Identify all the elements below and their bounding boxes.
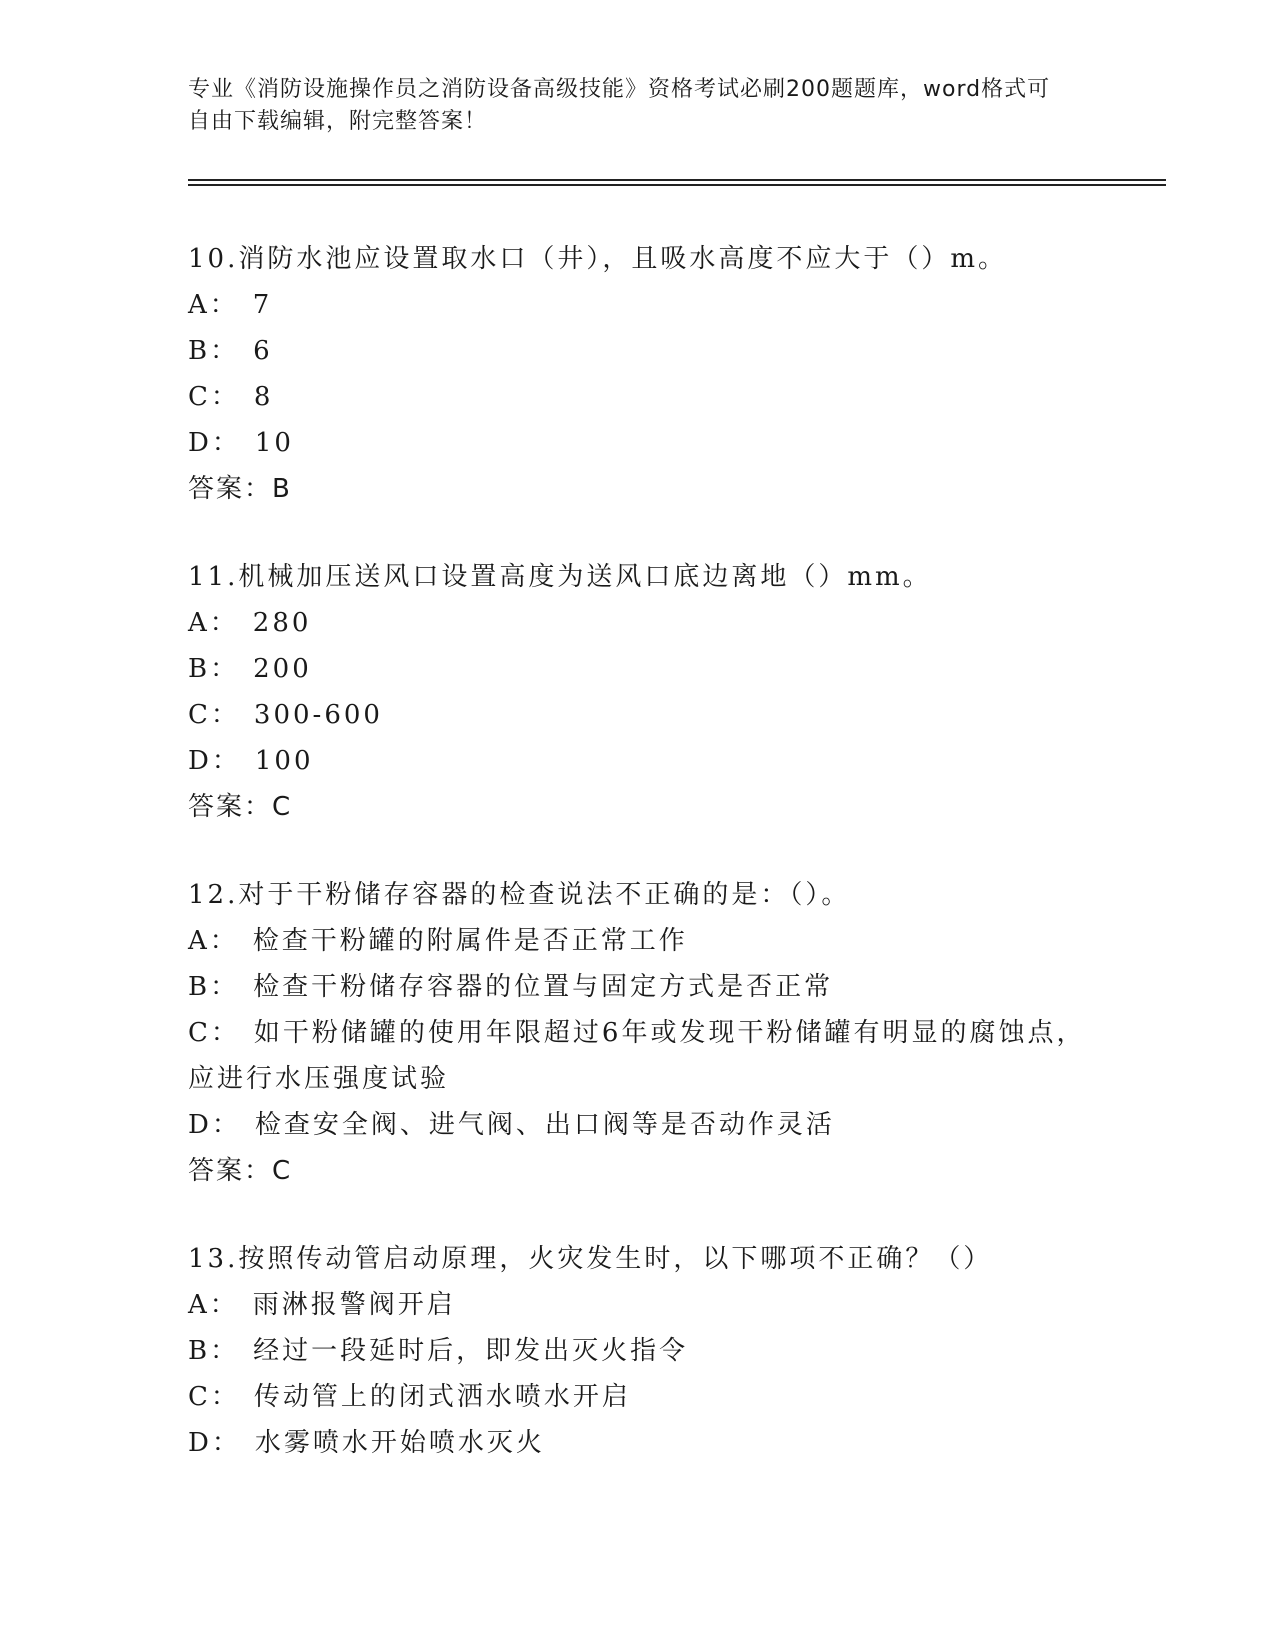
option-text: 检查安全阀、进气阀、出口阀等是否动作灵活 <box>254 1110 835 1140</box>
header-divider-top <box>188 179 1166 181</box>
option-text: 传动管上的闭式洒水喷水开启 <box>253 1382 631 1412</box>
question-stem: 12.对于干粉储存容器的检查说法不正确的是：（）。 <box>188 880 851 910</box>
option-label: A： <box>188 290 239 320</box>
option-label: B： <box>188 654 240 684</box>
option-label: C： <box>188 700 240 730</box>
option-text: 200 <box>253 654 312 684</box>
option-a <box>188 918 1088 964</box>
option-b <box>188 646 1088 692</box>
option-text: 10 <box>254 428 294 458</box>
option-text: 280 <box>252 608 312 638</box>
option-label: D： <box>188 1428 241 1458</box>
option-label: D： <box>188 746 241 776</box>
answer: 答案：C <box>188 1156 293 1186</box>
option-text: 100 <box>254 746 314 776</box>
option-d <box>188 1420 1088 1466</box>
option-a <box>188 1282 1088 1328</box>
option-label: D： <box>188 1110 241 1140</box>
option-text: 8 <box>253 382 274 412</box>
question-stem: 13.按照传动管启动原理，火灾发生时，以下哪项不正确？（） <box>188 1244 993 1274</box>
document-header: 专业《消防设施操作员之消防设备高级技能》资格考试必刷200题题库，word格式可自由下载编辑，附完整答案！ <box>188 77 1051 134</box>
option-b <box>188 1328 1088 1374</box>
answer: 答案：C <box>188 792 293 822</box>
question-11 <box>188 554 1088 830</box>
question-stem: 11.机械加压送风口设置高度为送风口底边离地（）mm。 <box>188 562 932 592</box>
answer: 答案：B <box>188 474 292 504</box>
option-text: 7 <box>252 290 273 320</box>
option-d <box>188 738 1088 784</box>
option-text: 水雾喷水开始喷水灭火 <box>254 1428 545 1458</box>
option-text: 6 <box>253 336 273 366</box>
header-divider-bottom <box>188 184 1166 186</box>
option-label: A： <box>188 608 239 638</box>
question-list <box>188 236 1088 1508</box>
question-12 <box>188 872 1088 1194</box>
option-text: 检查干粉罐的附属件是否正常工作 <box>252 926 688 956</box>
option-label: C： <box>188 382 240 412</box>
question-stem: 10.消防水池应设置取水口（井），且吸水高度不应大于（）m。 <box>188 244 1008 274</box>
option-text: 检查干粉储存容器的位置与固定方式是否正常 <box>253 972 834 1002</box>
option-c <box>188 374 1088 420</box>
option-a <box>188 282 1088 328</box>
option-d <box>188 1102 1088 1148</box>
option-label: A： <box>188 926 239 956</box>
option-text: 经过一段延时后，即发出灭火指令 <box>253 1336 689 1366</box>
option-label: A： <box>188 1290 239 1320</box>
option-b <box>188 328 1088 374</box>
option-label: D： <box>188 428 241 458</box>
option-c <box>188 1010 1088 1102</box>
option-label: B： <box>188 1336 240 1366</box>
option-label: B： <box>188 972 240 1002</box>
option-text: 300-600 <box>253 700 383 730</box>
option-label: B： <box>188 336 240 366</box>
option-text: 如干粉储罐的使用年限超过6年或发现干粉储罐有明显的腐蚀点，应进行水压强度试验 <box>188 1018 1086 1094</box>
option-d <box>188 420 1088 466</box>
option-c <box>188 1374 1088 1420</box>
option-b <box>188 964 1088 1010</box>
option-a <box>188 600 1088 646</box>
option-text: 雨淋报警阀开启 <box>252 1290 456 1320</box>
question-10 <box>188 236 1088 512</box>
option-label: C： <box>188 1018 240 1048</box>
option-c <box>188 692 1088 738</box>
question-13 <box>188 1236 1088 1466</box>
option-label: C： <box>188 1382 240 1412</box>
